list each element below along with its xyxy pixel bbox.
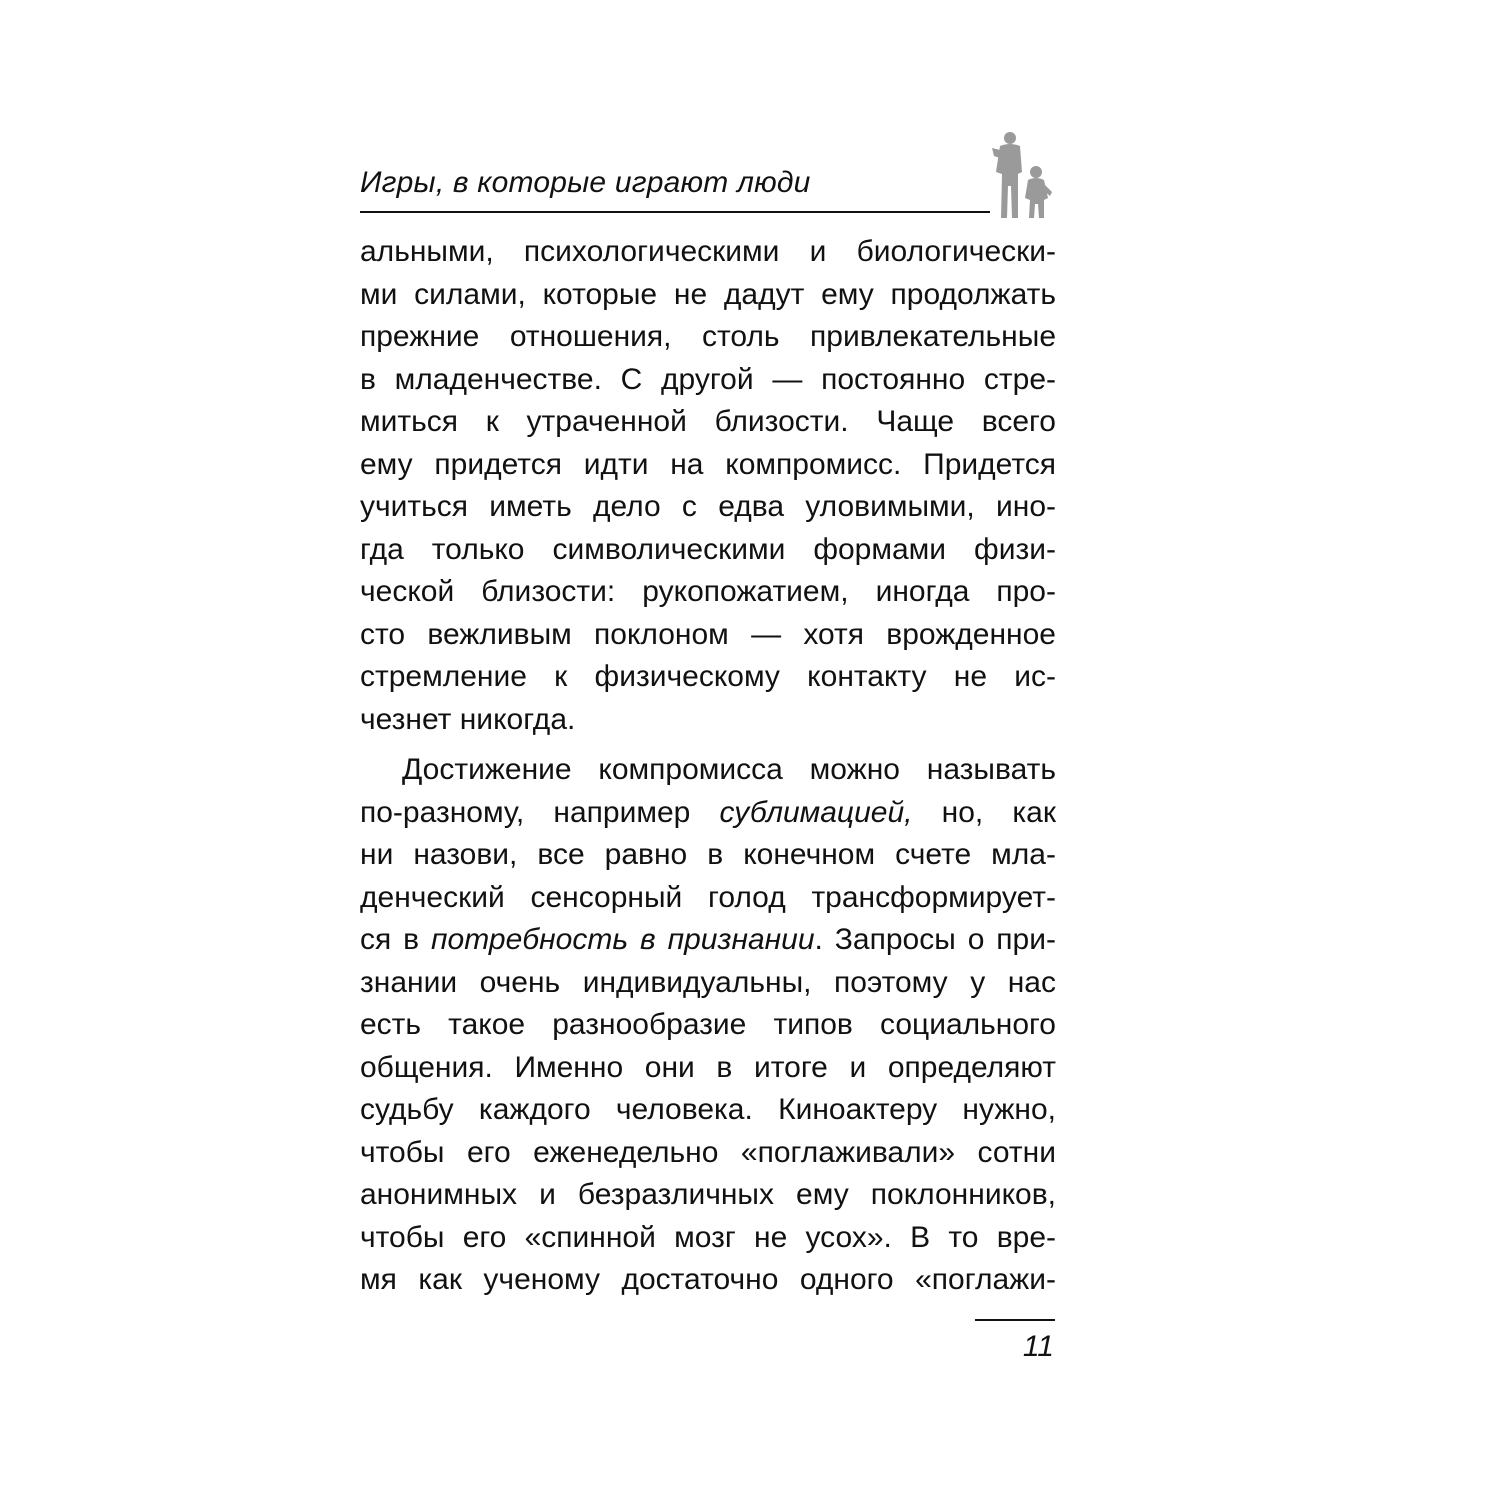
text-line: ческой близости: рукопожатием, иногда про- — [360, 575, 1056, 608]
text-line — [360, 792, 1056, 835]
text-line: учиться иметь дело с едва уловимыми, ино- — [360, 490, 1056, 523]
text-line: в младенчестве. С другой — постоянно стре- — [360, 362, 1056, 396]
text-run: но, как — [912, 795, 1056, 829]
footer-rule — [975, 1319, 1055, 1321]
text-line: денческий сенсорный голод трансформирует- — [360, 880, 1056, 914]
text-run: ся в — [360, 923, 432, 956]
text-line: чтобы его «спинной мозг не усох». В то вре- — [360, 1220, 1056, 1254]
text-line: есть такое разнообразие типов социального — [360, 1008, 1056, 1041]
text-line: ему придется идти на компромисс. Придется — [360, 447, 1056, 481]
text-run: по-разному, например — [360, 795, 720, 829]
text-line: анонимных и безразличных ему поклонников, — [360, 1178, 1056, 1211]
text-line: ми силами, которые не дадут ему продолжать — [360, 277, 1056, 311]
text-line: альными, психологическими и биологически- — [360, 235, 1056, 268]
text-line: общения. Именно они в итоге и определяют — [360, 1050, 1056, 1084]
italic-term: потребность в признании — [431, 923, 815, 956]
text-line: знании очень индивидуальны, поэтому у нас — [360, 965, 1056, 999]
header-rule — [360, 211, 990, 213]
text-line: чтобы его еженедельно «поглаживали» сотни — [360, 1135, 1056, 1169]
text-line: судьбу каждого человека. Киноактеру нужно, — [360, 1093, 1056, 1126]
adult-and-child-silhouette-icon — [988, 128, 1060, 224]
text-line: мя как ученому достаточно одного «поглажи- — [360, 1263, 1056, 1296]
text-line: Достижение компромисса можно называть — [402, 753, 1056, 786]
text-line: ни назови, все равно в конечном счете мла- — [360, 838, 1056, 871]
text-line — [360, 919, 1056, 962]
text-line: гда только символическими формами физи- — [360, 532, 1056, 566]
paragraph-gap — [360, 741, 1056, 749]
italic-term: сублимацией, — [719, 795, 913, 829]
running-title: Игры, в которые играют люди — [360, 166, 811, 199]
text-run: . Запросы о при- — [814, 923, 1056, 956]
text-line: прежние отношения, столь привлекательные — [360, 320, 1056, 353]
text-line: миться к утраченной близости. Чаще всего — [360, 405, 1056, 438]
text-line: стремление к физическому контакту не ис- — [360, 660, 1056, 693]
page-number: 11 — [1022, 1330, 1054, 1363]
text-line: чезнет никогда. — [360, 702, 576, 736]
body-text — [360, 231, 1056, 1302]
text-line: сто вежливым поклоном — хотя врожденное — [360, 617, 1056, 651]
